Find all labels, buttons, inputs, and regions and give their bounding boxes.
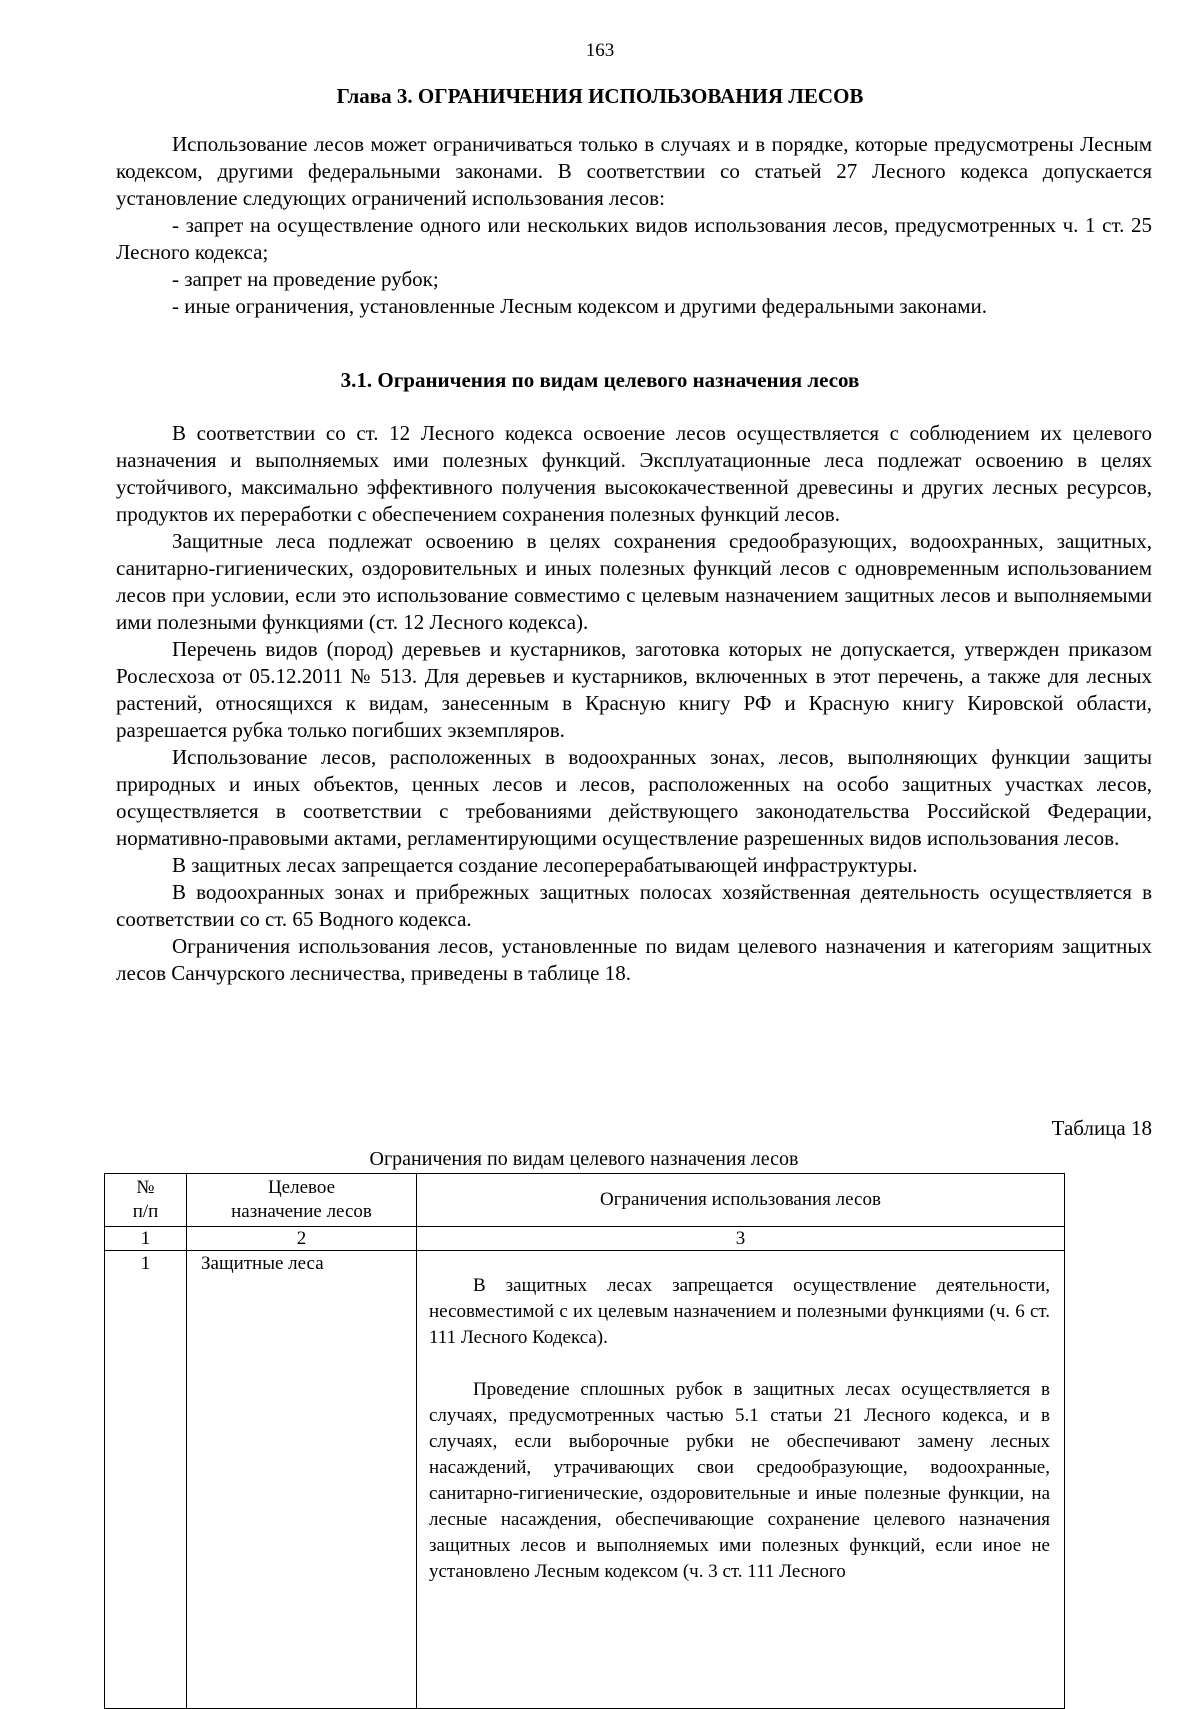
table-row: [105, 1251, 1065, 1709]
chapter-title: Глава 3. ОГРАНИЧЕНИЯ ИСПОЛЬЗОВАНИЯ ЛЕСОВ: [336, 84, 864, 108]
restriction-paragraph: Проведение сплошных рубок в защитных лесах осуществляется в случаях, предусмотренных частью 5.1 статьи 21 Лесного кодекса, и в случаях, если выборочные рубки не обеспечивают замену лесных насаждений, утрачивающих свои средообразующие, водоохранные, санитарно-гигиенические, оздоровительные и иные полезные функции, на лесные насаждения, обеспечивающие сохранение целевого назначения защитных лесов и выполняемых ими полезных функций, если иное не установлено Лесным кодексом (ч. 3 ст. 111 Лесного: [429, 1379, 1050, 1582]
header-num-line2: п/п: [132, 1201, 159, 1222]
intro-list-item: - запрет на проведение рубок;: [172, 267, 439, 291]
body-paragraph: Использование лесов, расположенных в водоохранных зонах, лесов, выполняющих функции защиты природных и иных объектов, ценных лесов и лесов, расположенных на особо защитных участках лесов, осуществляется в соответствии с требованиями действующего законодательства Российской Федерации, нормативно-правовыми актами, регламентирующими осуществление разрешенных видов использования лесов.: [116, 745, 1152, 850]
row-restrictions: [417, 1251, 1065, 1709]
table-caption: Ограничения по видам целевого назначения лесов: [369, 1148, 799, 1170]
page-number: 163: [585, 40, 615, 61]
body-paragraph: Защитные леса подлежат освоению в целях сохранения средообразующих, водоохранных, защитных, санитарно-гигиенических, оздоровительных и иных полезных функций лесов с одновременным использованием лесов при условии, если это использование совместимо с целевым назначением защитных лесов и выполняемыми ими полезными функциями (ст. 12 Лесного кодекса).: [116, 529, 1152, 634]
column-number-row: [105, 1227, 1065, 1251]
column-number: 2: [187, 1227, 417, 1251]
body-paragraph: В водоохранных зонах и прибрежных защитных полосах хозяйственная деятельность осуществляется в соответствии со ст. 65 Водного кодекса.: [116, 880, 1152, 931]
intro-block: [116, 131, 1152, 320]
table-label: Таблица 18: [1051, 1116, 1152, 1140]
header-purpose-line2: назначение лесов: [231, 1201, 372, 1222]
header-purpose-line1: Целевое: [267, 1177, 336, 1198]
body-paragraph: Ограничения использования лесов, установленные по видам целевого назначения и категориям защитных лесов Санчурского лесничества, приведены в таблице 18.: [116, 934, 1152, 985]
restrictions-table: [104, 1173, 1065, 1709]
section-title: 3.1. Ограничения по видам целевого назначения лесов: [340, 368, 860, 392]
row-purpose: Защитные леса: [187, 1251, 417, 1709]
intro-paragraph: Использование лесов может ограничиваться только в случаях и в порядке, которые предусмотрены Лесным кодексом, другими федеральными законами. В соответствии со статьей 27 Лесного кодекса допускается установление следующих ограничений использования лесов:: [116, 132, 1152, 210]
intro-list-item: - запрет на осуществление одного или нескольких видов использования лесов, предусмотренных ч. 1 ст. 25 Лесного кодекса;: [116, 213, 1152, 264]
body-paragraph: В защитных лесах запрещается создание лесоперерабатывающей инфраструктуры.: [172, 853, 918, 877]
header-purpose: [187, 1174, 417, 1227]
body-block: [116, 420, 1152, 987]
row-num: 1: [105, 1251, 187, 1709]
table-header-row: [105, 1174, 1065, 1227]
column-number: 3: [417, 1227, 1065, 1251]
column-number: 1: [105, 1227, 187, 1251]
header-num: [105, 1174, 187, 1227]
body-paragraph: Перечень видов (пород) деревьев и кустарников, заготовка которых не допускается, утвержден приказом Рослесхоза от 05.12.2011 № 513. Для деревьев и кустарников, включенных в этот перечень, а также для лесных растений, относящихся к видам, занесенным в Красную книгу РФ и Красную книгу Кировской области, разрешается рубка только погибших экземпляров.: [116, 637, 1152, 742]
intro-list-item: - иные ограничения, установленные Лесным кодексом и другими федеральными законами.: [172, 294, 988, 318]
header-restrictions: Ограничения использования лесов: [417, 1174, 1065, 1227]
restriction-paragraph: В защитных лесах запрещается осуществление деятельности, несовместимой с их целевым назначением и полезными функциями (ч. 6 ст. 111 Лесного Кодекса).: [429, 1275, 1050, 1348]
body-paragraph: В соответствии со ст. 12 Лесного кодекса освоение лесов осуществляется с соблюдением их целевого назначения и выполняемых ими полезных функций. Эксплуатационные леса подлежат освоению в целях устойчивого, максимально эффективного получения высококачественной древесины и других лесных ресурсов, продуктов их переработки с обеспечением сохранения полезных функций лесов.: [116, 421, 1152, 526]
header-num-line1: №: [136, 1177, 155, 1198]
